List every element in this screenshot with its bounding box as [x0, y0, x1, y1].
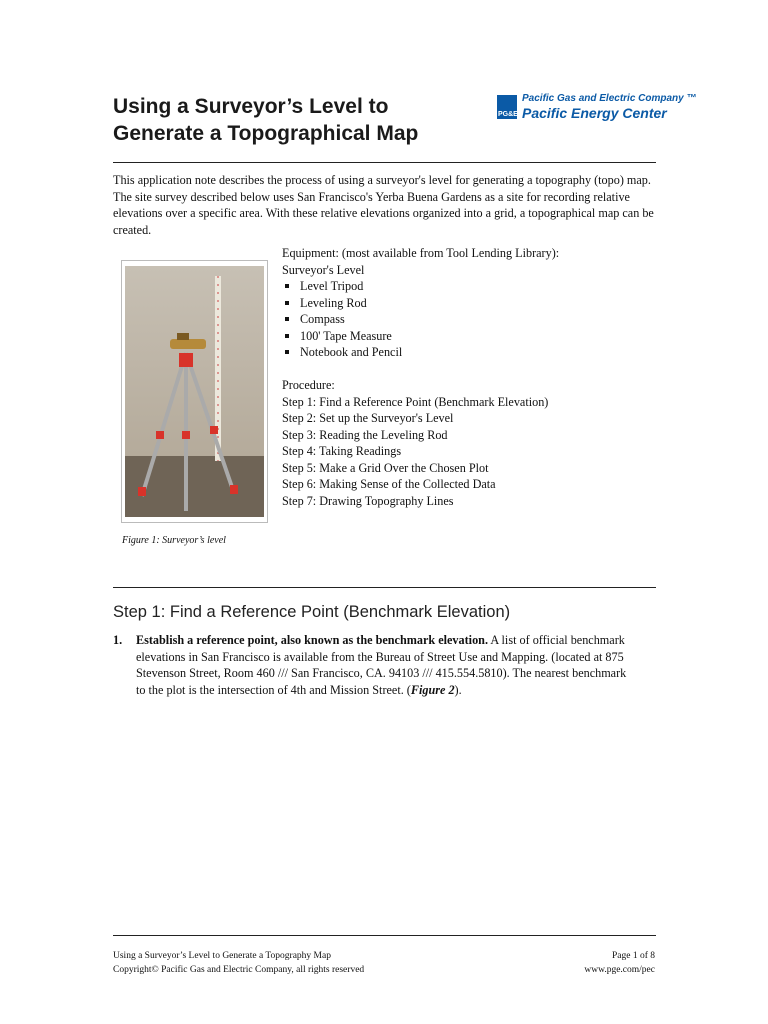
footer-copyright: Copyright© Pacific Gas and Electric Company, all rights reserved: [113, 964, 365, 975]
figure-2-reference: Figure 2: [410, 682, 455, 697]
tripod-illustration: [122, 261, 267, 522]
header-divider: [113, 162, 656, 163]
equipment-item: Compass: [282, 311, 662, 328]
equipment-item: Notebook and Pencil: [282, 344, 662, 361]
step-1-text-end: ).: [454, 682, 462, 697]
pge-logo-mark: PG&E: [497, 95, 517, 119]
equipment-item: Leveling Rod: [282, 295, 662, 312]
footer-divider: [113, 935, 656, 936]
pge-logo: [497, 93, 697, 125]
equipment-item: 100' Tape Measure: [282, 328, 662, 345]
footer-doc-title: Using a Surveyor’s Level to Generate a Topography Map: [113, 951, 331, 961]
title-line-2: Generate a Topographical Map: [113, 122, 419, 145]
equipment-subheading: Surveyor's Level: [282, 262, 365, 277]
step-number: 1.: [113, 633, 123, 647]
intro-paragraph: This application note describes the process of using a surveyor's level for generating a topography (topo) map. The site survey described below uses San Francisco's Yerba Buena Gardens as a site for recording relative elevations over a specific area. With these relative elevations organized into a grid, a topographical map can be created.: [113, 173, 654, 237]
procedure-step: Step 3: Reading the Leveling Rod: [282, 427, 448, 442]
procedure-heading: Procedure:: [282, 378, 335, 392]
section-divider: [113, 587, 656, 588]
document-title: [113, 93, 493, 147]
figure-1-caption: Figure 1: Surveyor’s level: [122, 535, 226, 546]
bullet-icon: [285, 350, 289, 354]
logo-company-name: Pacific Gas and Electric Company ™: [522, 93, 697, 104]
step-1-lead: Establish a reference point, also known as the benchmark elevation.: [136, 633, 488, 647]
bullet-icon: [285, 317, 289, 321]
step-1-text: A list of official benchmark elevations in San Francisco is available from the Bureau of Street Use and Mapping. (located at 875 Stevenson Street, Room 460 /// San Francisco, CA. 94103 /// 415.554.5810). The nearest benchmark to the plot is the intersection of 4th and Mission Street. (: [136, 633, 627, 697]
section-1-heading: Step 1: Find a Reference Point (Benchmark Elevation): [113, 603, 511, 621]
title-line-1: Using a Surveyor’s Level to: [113, 95, 389, 118]
surveyor-level-photo: [121, 260, 268, 523]
logo-center-name: Pacific Energy Center: [522, 105, 667, 121]
bullet-icon: [285, 301, 289, 305]
procedure-step: Step 4: Taking Readings: [282, 444, 402, 458]
bullet-icon: [285, 334, 289, 338]
procedure-step: Step 5: Make a Grid Over the Chosen Plot: [282, 460, 489, 475]
procedure-step: Step 2: Set up the Surveyor's Level: [282, 411, 454, 425]
step-1-item: [113, 632, 633, 698]
equipment-list: [282, 278, 662, 361]
equipment-block: [282, 245, 662, 509]
footer-left: [113, 950, 364, 977]
footer-right: [584, 950, 655, 977]
page-number: Page 1 of 8: [611, 951, 655, 961]
step-1-body: [136, 632, 633, 698]
procedure-step: Step 7: Drawing Topography Lines: [282, 493, 454, 508]
bullet-icon: [285, 284, 289, 288]
procedure-step: Step 1: Find a Reference Point (Benchmark Elevation): [282, 394, 549, 409]
procedure-step: Step 6: Making Sense of the Collected Data: [282, 477, 496, 491]
footer-url: www.pge.com/pec: [584, 964, 655, 975]
equipment-heading: Equipment: (most available from Tool Lending Library):: [282, 246, 560, 260]
equipment-item: Level Tripod: [282, 278, 662, 295]
